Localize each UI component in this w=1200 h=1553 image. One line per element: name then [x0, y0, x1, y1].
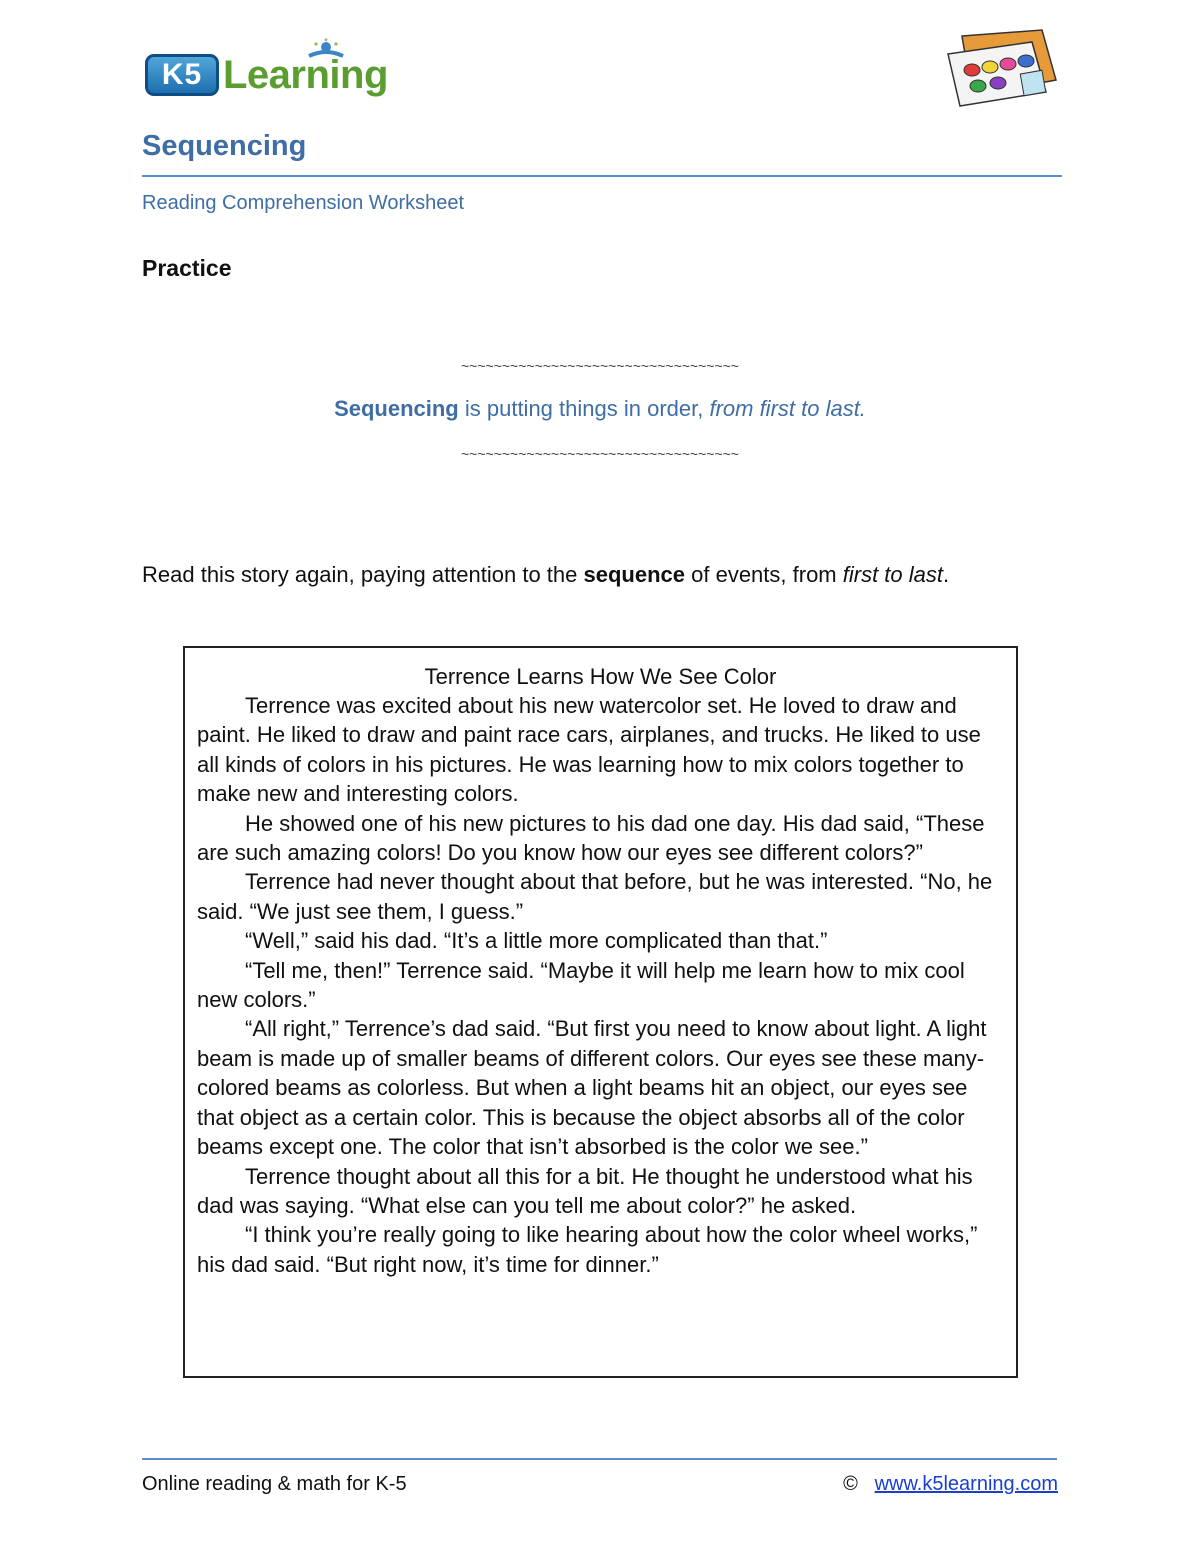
story-paragraph: “I think you’re really going to like hearing about how the color wheel works,” his dad said. “But right now, it’s time for dinner.” — [197, 1222, 978, 1277]
story-paragraph: Terrence had never thought about that before, but he was interested. “No, he said. “We just see them, I guess.” — [197, 869, 993, 924]
story-title: Terrence Learns How We See Color — [424, 664, 777, 689]
instruction-part1: Read this story again, paying attention to the — [142, 562, 584, 587]
footer-link-area — [843, 1473, 1058, 1496]
definition-emphasis: from first to last. — [709, 396, 866, 421]
story-paragraph: He showed one of his new pictures to his dad one day. His dad said, “These are such amazing colors! Do you know how our eyes see different colors?” — [197, 810, 985, 866]
section-heading: Practice — [142, 255, 232, 281]
title-divider — [142, 175, 1062, 177]
page-subtitle: Reading Comprehension Worksheet — [142, 192, 465, 214]
instruction-part3: . — [943, 562, 950, 587]
story-paragraph: “Tell me, then!” Terrence said. “Maybe it will help me learn how to mix cool new colors.” — [197, 957, 965, 1013]
story-box — [183, 646, 1018, 1378]
instruction-italic: first to last — [842, 562, 943, 587]
copyright-symbol: © — [843, 1473, 858, 1495]
story-paragraph: Terrence was excited about his new watercolor set. He loved to draw and paint. He liked to draw and paint race cars, airplanes, and trucks. He liked to use all kinds of colors in his pictures. He was learning how to mix colors together to make new and interesting colors. — [197, 693, 981, 807]
watercolor-paint-set-icon — [942, 28, 1060, 108]
page-title: Sequencing — [142, 130, 307, 162]
instruction-text — [142, 560, 1042, 589]
footer-tagline: Online reading & math for K-5 — [142, 1473, 407, 1495]
story-paragraph: Terrence thought about all this for a bit. He thought he understood what his dad was saying. “What else can you tell me about color?” he asked. — [197, 1163, 973, 1218]
definition-text — [0, 396, 1200, 422]
tilde-divider-bottom: ~~~~~~~~~~~~~~~~~~~~~~~~~~~~~~~~~~ — [461, 446, 739, 462]
instruction-part2: of events, from — [685, 562, 843, 587]
story-paragraph: “All right,” Terrence’s dad said. “But first you need to know about light. A light beam is made up of smaller beams of different colors. Our eyes see these many-colored beams as colorless. But when a light beams hit an object, our eyes see that object as a certain color. This is because the object absorbs all of the color beams except one. The color that isn’t absorbed is the color we see.” — [197, 1016, 987, 1160]
logo-k5-badge: K5 — [145, 54, 219, 96]
story-paragraph: “Well,” said his dad. “It’s a little more complicated than that.” — [245, 928, 828, 954]
instruction-bold: sequence — [583, 562, 686, 587]
footer-divider — [142, 1458, 1057, 1460]
definition-middle: is putting things in order, — [458, 396, 710, 421]
tilde-divider-top: ~~~~~~~~~~~~~~~~~~~~~~~~~~~~~~~~~~ — [461, 358, 739, 374]
definition-term: Sequencing — [334, 396, 459, 421]
k5-learning-logo — [145, 36, 405, 104]
logo-figure-icon — [301, 38, 351, 72]
logo-learning-text: Learning — [223, 53, 388, 97]
website-link[interactable]: www.k5learning.com — [874, 1473, 1058, 1495]
